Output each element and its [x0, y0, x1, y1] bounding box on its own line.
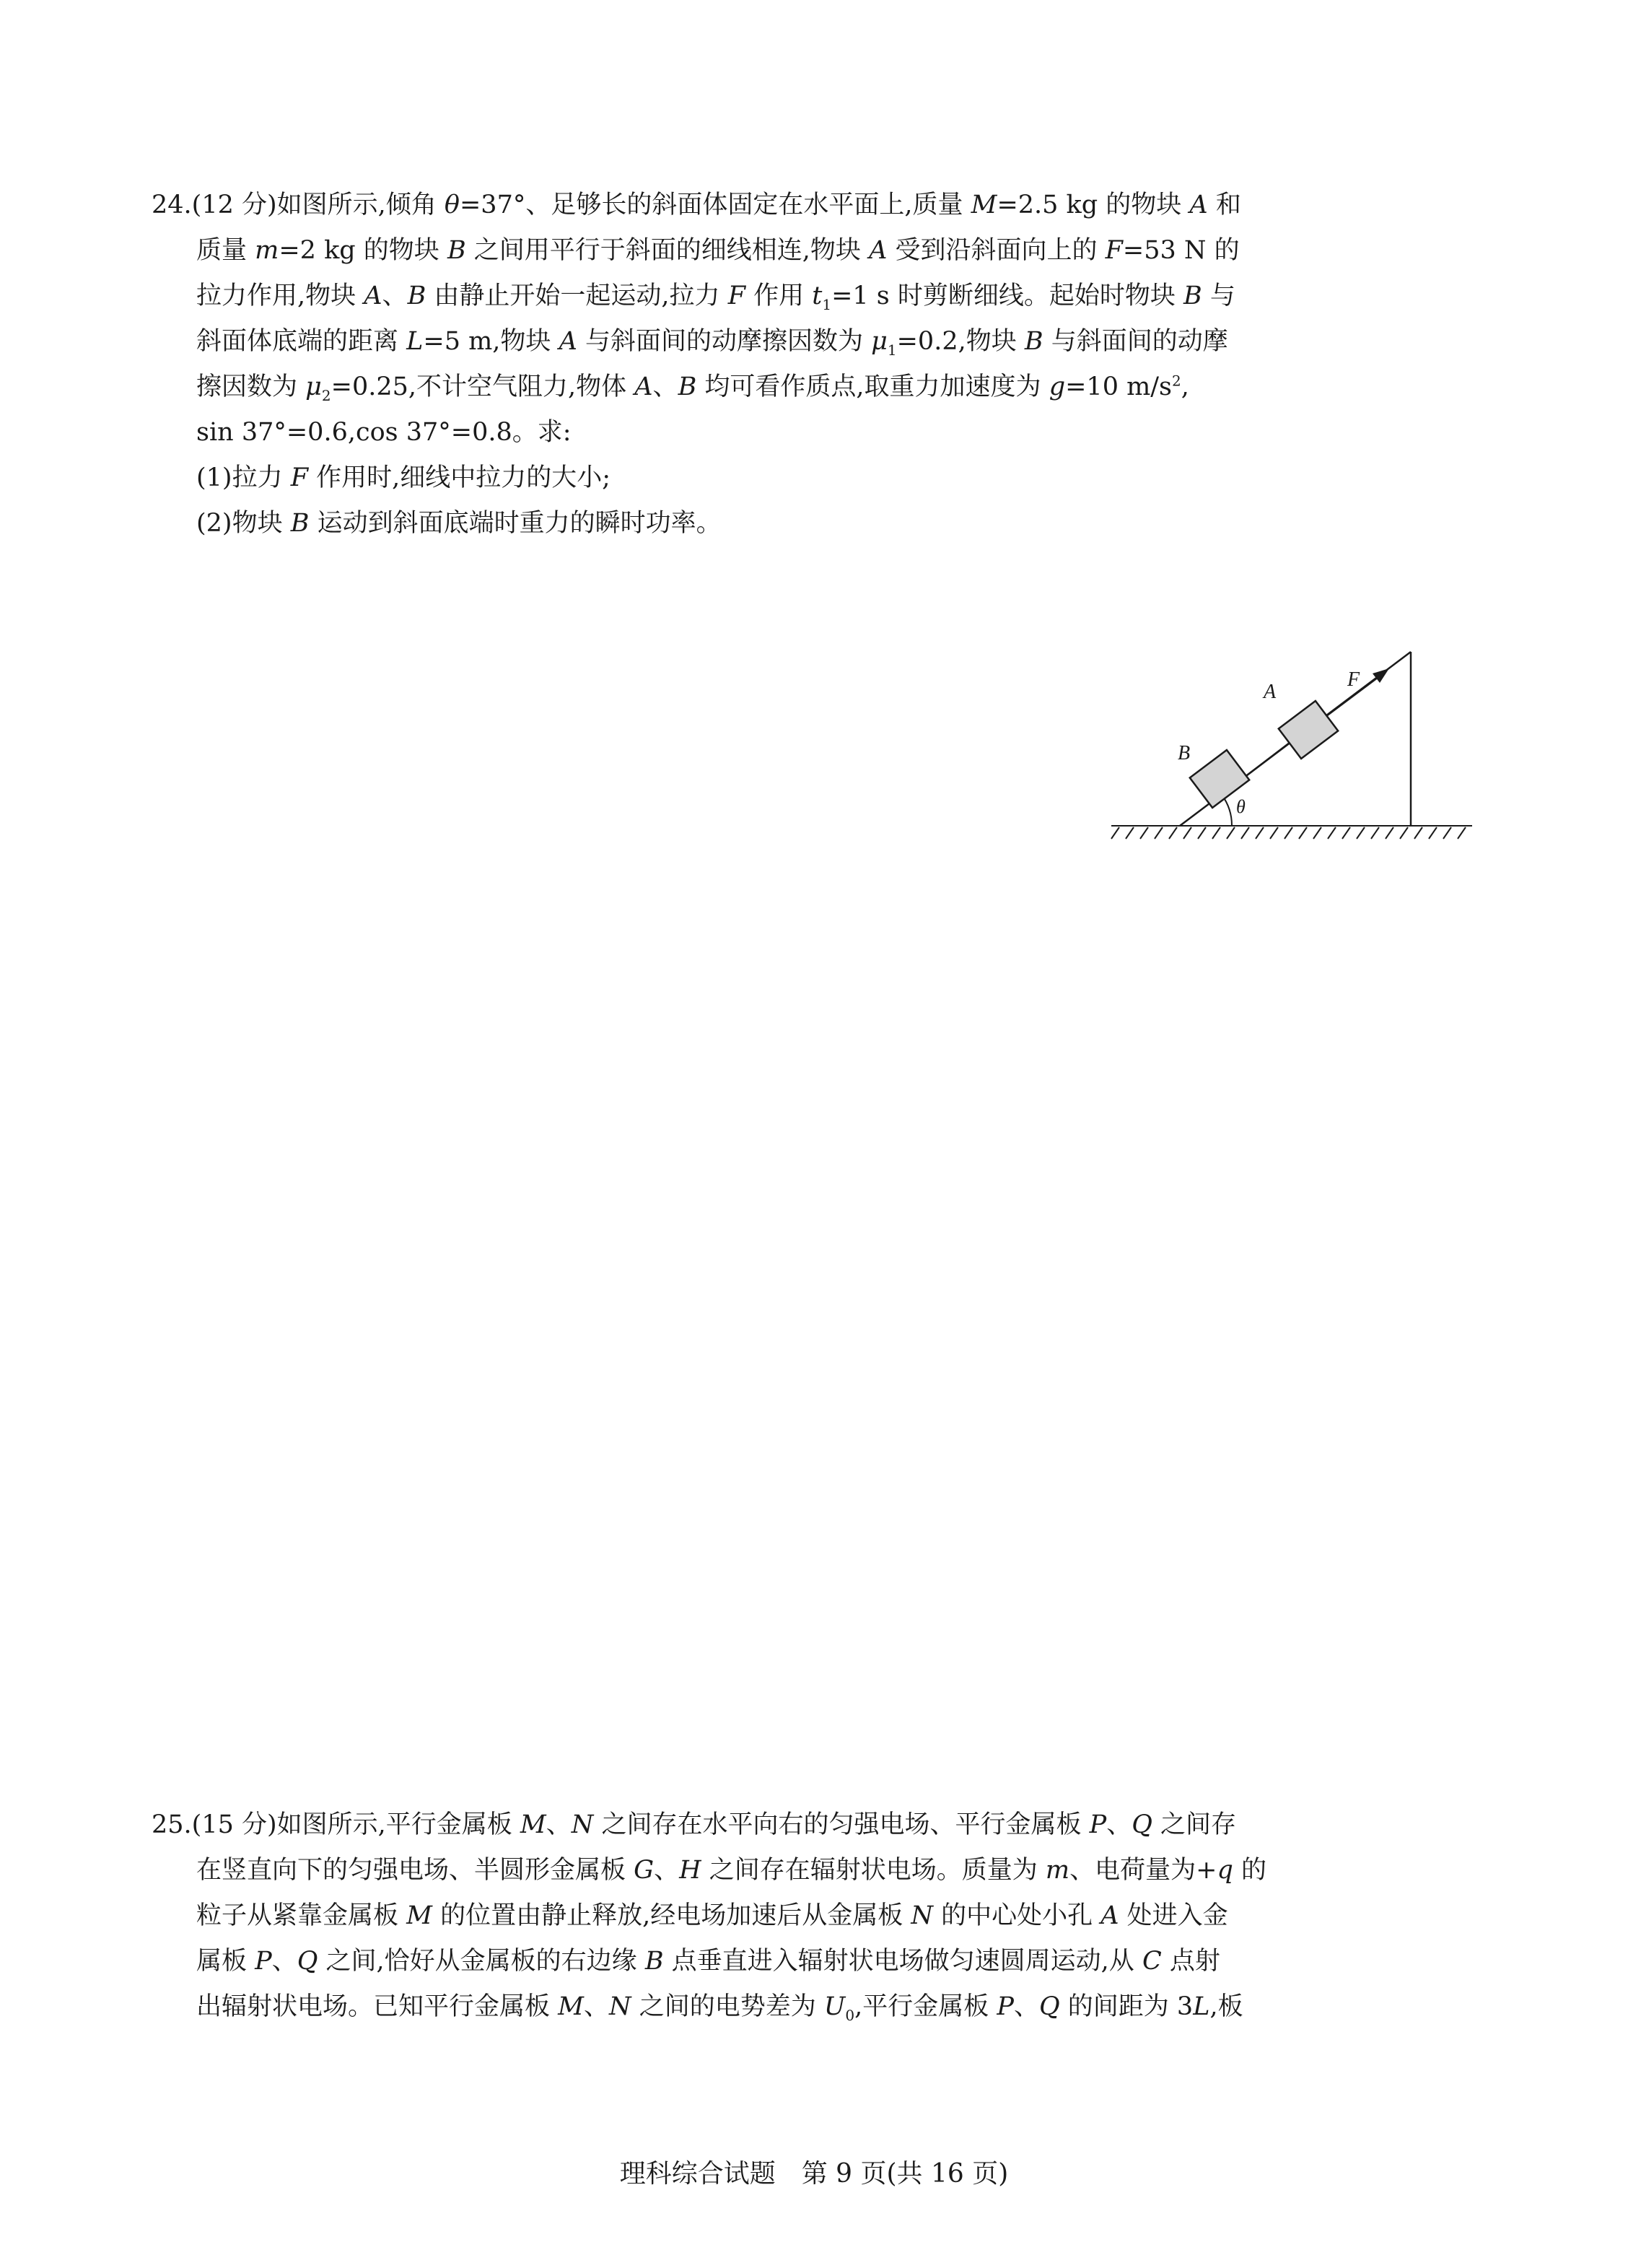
ground-hatching — [1111, 826, 1472, 839]
q24-part-2: (2)物块 B 运动到斜面底端时重力的瞬时功率。 — [196, 509, 722, 538]
q24-line-2: 质量 m=2 kg 的物块 B 之间用平行于斜面的细线相连,物块 A 受到沿斜面向上的 F=53 N 的 — [196, 236, 1240, 265]
force-arrowhead — [1373, 668, 1389, 683]
label-theta: θ — [1236, 796, 1246, 817]
label-F: F — [1347, 668, 1360, 691]
q25-line-2: 在竖直向下的匀强电场、半圆形金属板 G、H 之间存在辐射状电场。质量为 m、电荷量为+q 的 — [196, 1856, 1266, 1885]
q24-line-3: 拉力作用,物块 A、B 由静止开始一起运动,拉力 F 作用 $t_1=1$ s 时剪断细线。起始时物块 B 与 — [196, 282, 1235, 313]
q24-line-1: 24.(12 分)如图所示,倾角 θ=37°、足够长的斜面体固定在水平面上,质量 M=2.5 kg 的物块 A 和 — [152, 191, 1241, 219]
label-A: A — [1264, 681, 1277, 703]
q24-line-6: sin 37°=0.6,cos 37°=0.8。求: — [196, 418, 572, 447]
q25-line-5: 出辐射状电场。已知平行金属板 M、N 之间的电势差为 $U_0$,平行金属板 P、Q 的间距为 3L,板 — [196, 1992, 1243, 2024]
q24-line-5: 擦因数为 $\mu_2=0.25$,不计空气阻力,物体 A、B 均可看作质点,取重力加速度为 g=10 $m/s^2$, — [196, 372, 1189, 404]
incline-figure — [1108, 639, 1483, 855]
q25-line-4: 属板 P、Q 之间,恰好从金属板的右边缘 B 点垂直进入辐射状电场做匀速圆周运动,从 C 点射 — [196, 1947, 1220, 1976]
q25-line-1: 25.(15 分)如图所示,平行金属板 M、N 之间存在水平向右的匀强电场、平行金属板 P、Q 之间存 — [152, 1810, 1237, 1839]
q24-part-1: (1)拉力 F 作用时,细线中拉力的大小; — [196, 463, 611, 492]
q24-line-4: 斜面体底端的距离 L=5 m,物块 A 与斜面间的动摩擦因数为 $\mu_1=0.2$,物块 B 与斜面间的动摩 — [196, 327, 1228, 359]
q25-line-3: 粒子从紧靠金属板 M 的位置由静止释放,经电场加速后从金属板 N 的中心处小孔 A 处进入金 — [196, 1901, 1228, 1930]
block-A — [1279, 701, 1338, 759]
page-footer: 理科综合试题 第 9 页(共 16 页) — [619, 2159, 1009, 2189]
label-B: B — [1178, 742, 1191, 764]
